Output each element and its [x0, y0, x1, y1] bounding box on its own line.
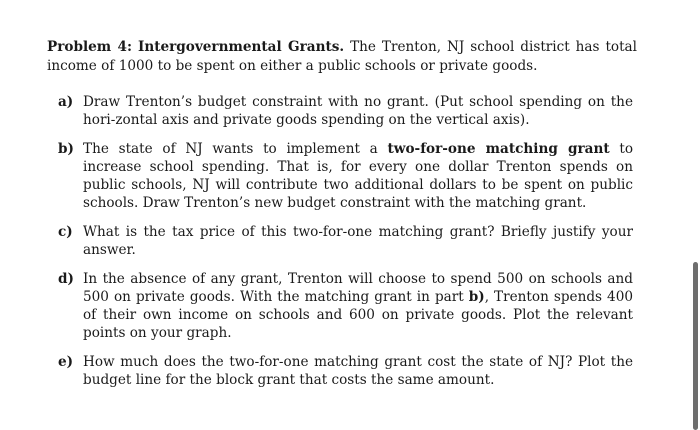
- part-d-emphasis: b): [468, 289, 485, 305]
- vertical-scrollbar[interactable]: [693, 262, 698, 430]
- part-c: [58, 223, 633, 259]
- part-d-text-pre: In the absence of any grant, Trenton will choose to spend 500 on schools and 500 on private goods. With the matching grant in part: [83, 271, 633, 305]
- part-a-text: Draw Trenton’s budget constraint with no grant. (Put school spending on the hori-zontal axis and private goods spending on the vertical axis).: [83, 94, 633, 128]
- part-a: [58, 93, 633, 129]
- part-d: [58, 270, 633, 342]
- part-e: [58, 353, 633, 389]
- part-b-text-pre: The state of NJ wants to implement a: [83, 141, 388, 157]
- part-b-emphasis: two-for-one matching grant: [387, 141, 610, 157]
- part-d-label: d): [58, 271, 74, 287]
- problem-title: Intergovernmental Grants.: [137, 39, 345, 55]
- part-c-label: c): [58, 224, 73, 240]
- problem-intro: The Trenton, NJ school district has total income of 1000 to be spent on either a public schools or private goods.: [47, 39, 638, 74]
- problem-parts-list: [58, 93, 633, 400]
- part-e-label: e): [58, 354, 74, 370]
- part-b: [58, 140, 633, 212]
- part-c-text: What is the tax price of this two-for-one matching grant? Briefly justify your answer.: [83, 224, 633, 258]
- problem-statement: [47, 38, 637, 76]
- part-e-text: How much does the two-for-one matching grant cost the state of NJ? Plot the budget line for the block grant that costs the same amount.: [83, 354, 633, 388]
- part-d-text-post: , Trenton spends 400 of their own income on schools and 600 on private goods. Plot the relevant points on your graph.: [83, 289, 634, 341]
- part-b-label: b): [58, 141, 74, 157]
- part-a-label: a): [58, 94, 74, 110]
- part-b-text-post: to increase school spending. That is, for every one dollar Trenton spends on public schools, NJ will contribute two additional dollars to be spent on public schools. Draw Trenton’s new budget constraint with the matching grant.: [83, 141, 634, 211]
- problem-label: Problem 4:: [47, 39, 132, 55]
